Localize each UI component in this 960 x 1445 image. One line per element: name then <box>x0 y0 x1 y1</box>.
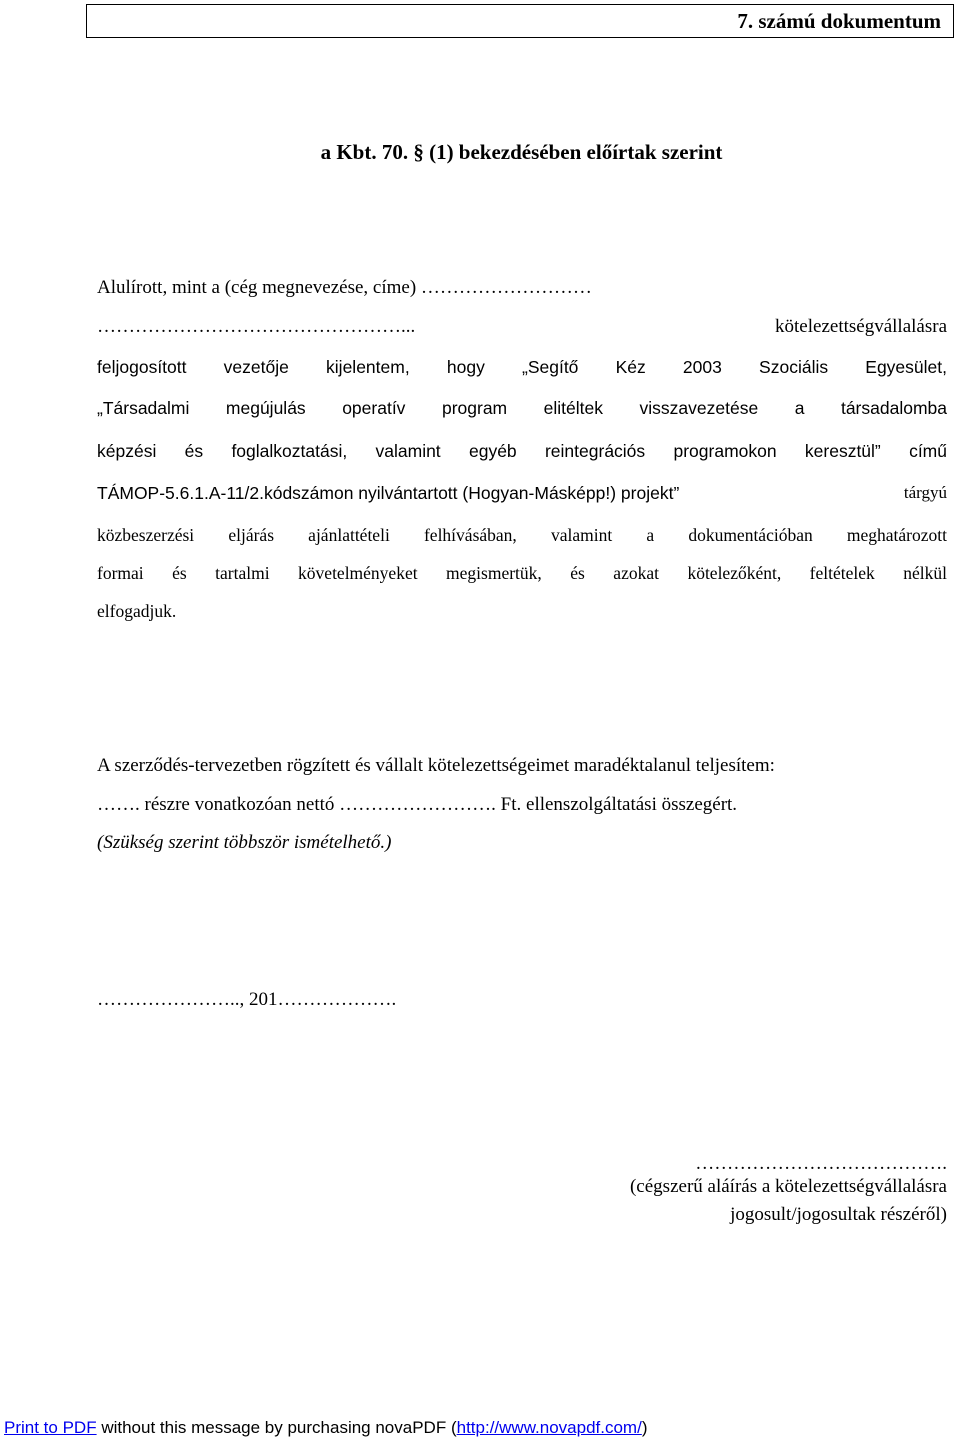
document-heading: a Kbt. 70. § (1) bekezdésében előírtak szerint <box>320 140 723 164</box>
declaration-line-2 <box>97 314 947 340</box>
declaration-line-2-tail: kötelezettségvállalásra <box>775 316 947 337</box>
print-to-pdf-link[interactable]: Print to PDF <box>4 1418 97 1437</box>
footer-middle-text: without this message by purchasing novaPDF ( <box>96 1418 457 1437</box>
declaration-line-5: képzési és foglalkoztatási, valamint egyéb reintegrációs programokon keresztül” című <box>97 441 947 461</box>
declaration-line-9: elfogadjuk. <box>97 601 177 621</box>
declaration-line-4: „Társadalmi megújulás operatív program elitéltek visszavezetése a társadalomba <box>97 398 947 418</box>
commitment-line-1: A szerződés-tervezetben rögzített és vállalt kötelezettségeimet maradéktalanul teljesítem: <box>97 755 775 776</box>
declaration-line-6-tail: tárgyú <box>903 483 947 502</box>
document-label: 7. számú dokumentum <box>737 9 941 33</box>
signature-label-1: (cégszerű aláírás a kötelezettségvállalásra <box>629 1176 947 1197</box>
signature-dots: …………………………………. <box>695 1153 947 1174</box>
commitment-note: (Szükség szerint többször ismételhető.) <box>97 832 392 853</box>
declaration-line-7: közbeszerzési eljárás ajánlattételi felhívásában, valamint a dokumentációban meghatározott <box>97 525 947 545</box>
declaration-line-6 <box>97 480 947 506</box>
declaration-line-8: formai és tartalmi követelményeket megismertük, és azokat kötelezőként, feltételek nélkül <box>97 563 947 583</box>
date-line: ………………….., 201………………. <box>97 989 397 1010</box>
declaration-line-2-dots: …………………………………………... <box>97 316 416 337</box>
declaration-line-3: feljogosított vezetője kijelentem, hogy „Segítő Kéz 2003 Szociális Egyesület, <box>97 357 947 377</box>
declaration-line-1: Alulírott, mint a (cég megnevezése, címe) ……………………… <box>97 277 592 298</box>
signature-label-2: jogosult/jogosultak részéről) <box>730 1204 947 1225</box>
commitment-line-2: ……. részre vonatkozóan nettó ……………………. Ft. ellenszolgáltatási összegért. <box>97 794 738 815</box>
document-label-box <box>86 4 954 38</box>
novapdf-link[interactable]: http://www.novapdf.com/ <box>456 1418 642 1437</box>
footer-bar <box>4 1418 956 1438</box>
declaration-line-6-main: TÁMOP-5.6.1.A-11/2.kódszámon nyilvántartott (Hogyan-Másképp!) projekt” <box>97 483 680 503</box>
footer-end-text: ) <box>641 1418 648 1437</box>
